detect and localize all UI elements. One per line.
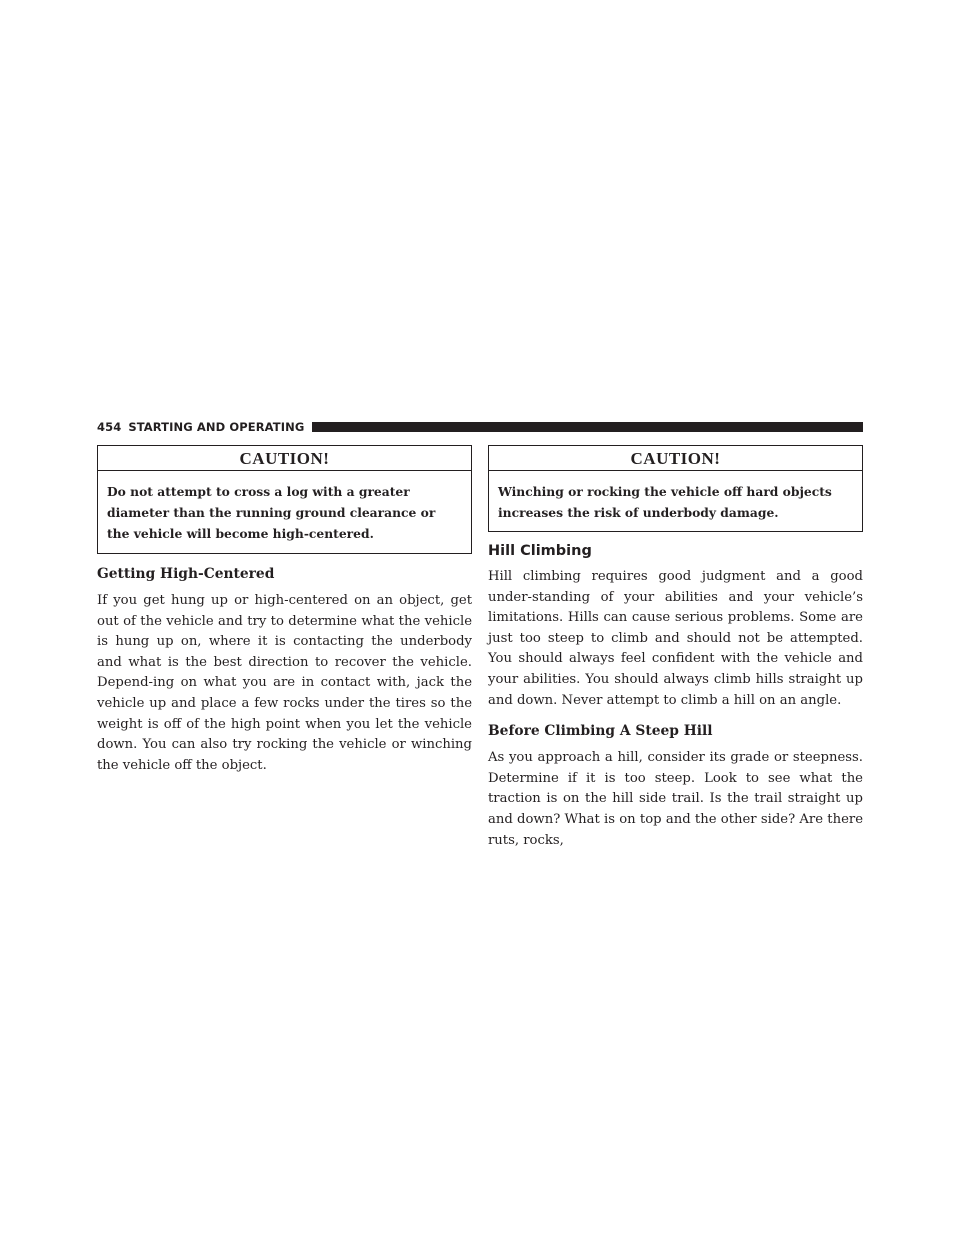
caution-text: Winching or rocking the vehicle off hard objects increases the risk of underbody damage. bbox=[498, 484, 832, 520]
header-rule bbox=[312, 422, 863, 432]
caution-text: Do not attempt to cross a log with a greater diameter than the running ground clearance or the vehicle will become high-centered. bbox=[107, 484, 436, 541]
section-heading: Hill Climbing bbox=[488, 543, 592, 559]
page-header bbox=[97, 421, 863, 433]
subsection-heading: Before Climbing A Steep Hill bbox=[488, 723, 713, 740]
caution-title: CAUTION! bbox=[98, 446, 471, 471]
body-paragraph: As you approach a hill, consider its grade or steepness. Determine if it is too steep. Look to see what the traction is on the hill side trail. Is the trail straight up and down? What is on top and the other side? Are there ruts, rocks, bbox=[488, 750, 863, 848]
caution-box bbox=[488, 445, 863, 532]
page-number: 454 bbox=[97, 420, 122, 434]
caution-box bbox=[97, 445, 472, 554]
caution-title: CAUTION! bbox=[489, 446, 862, 471]
body-paragraph: Hill climbing requires good judgment and a good under-standing of your abilities and your vehicle’s limitations. Hills can cause serious problems. Some are just too steep to climb and should not be attempted. You should always feel confident with the vehicle and your abilities. You should always climb hills straight up and down. Never attempt to climb a hill on an angle. bbox=[488, 569, 863, 708]
left-column bbox=[97, 445, 472, 776]
subsection-heading: Getting High-Centered bbox=[97, 566, 275, 582]
section-title: STARTING AND OPERATING bbox=[128, 420, 305, 434]
body-paragraph: If you get hung up or high-centered on an object, get out of the vehicle and try to determine what the vehicle is hung up on, where it is contacting the underbody and what is the best direction to recover the vehicle. Depend-ing on what you are in contact with, jack the vehicle up and place a few rocks under the tires so the weight is off of the high point when you let the vehicle down. You can also try rocking the vehicle or winching the vehicle off the object. bbox=[97, 593, 472, 773]
right-column bbox=[488, 445, 863, 851]
